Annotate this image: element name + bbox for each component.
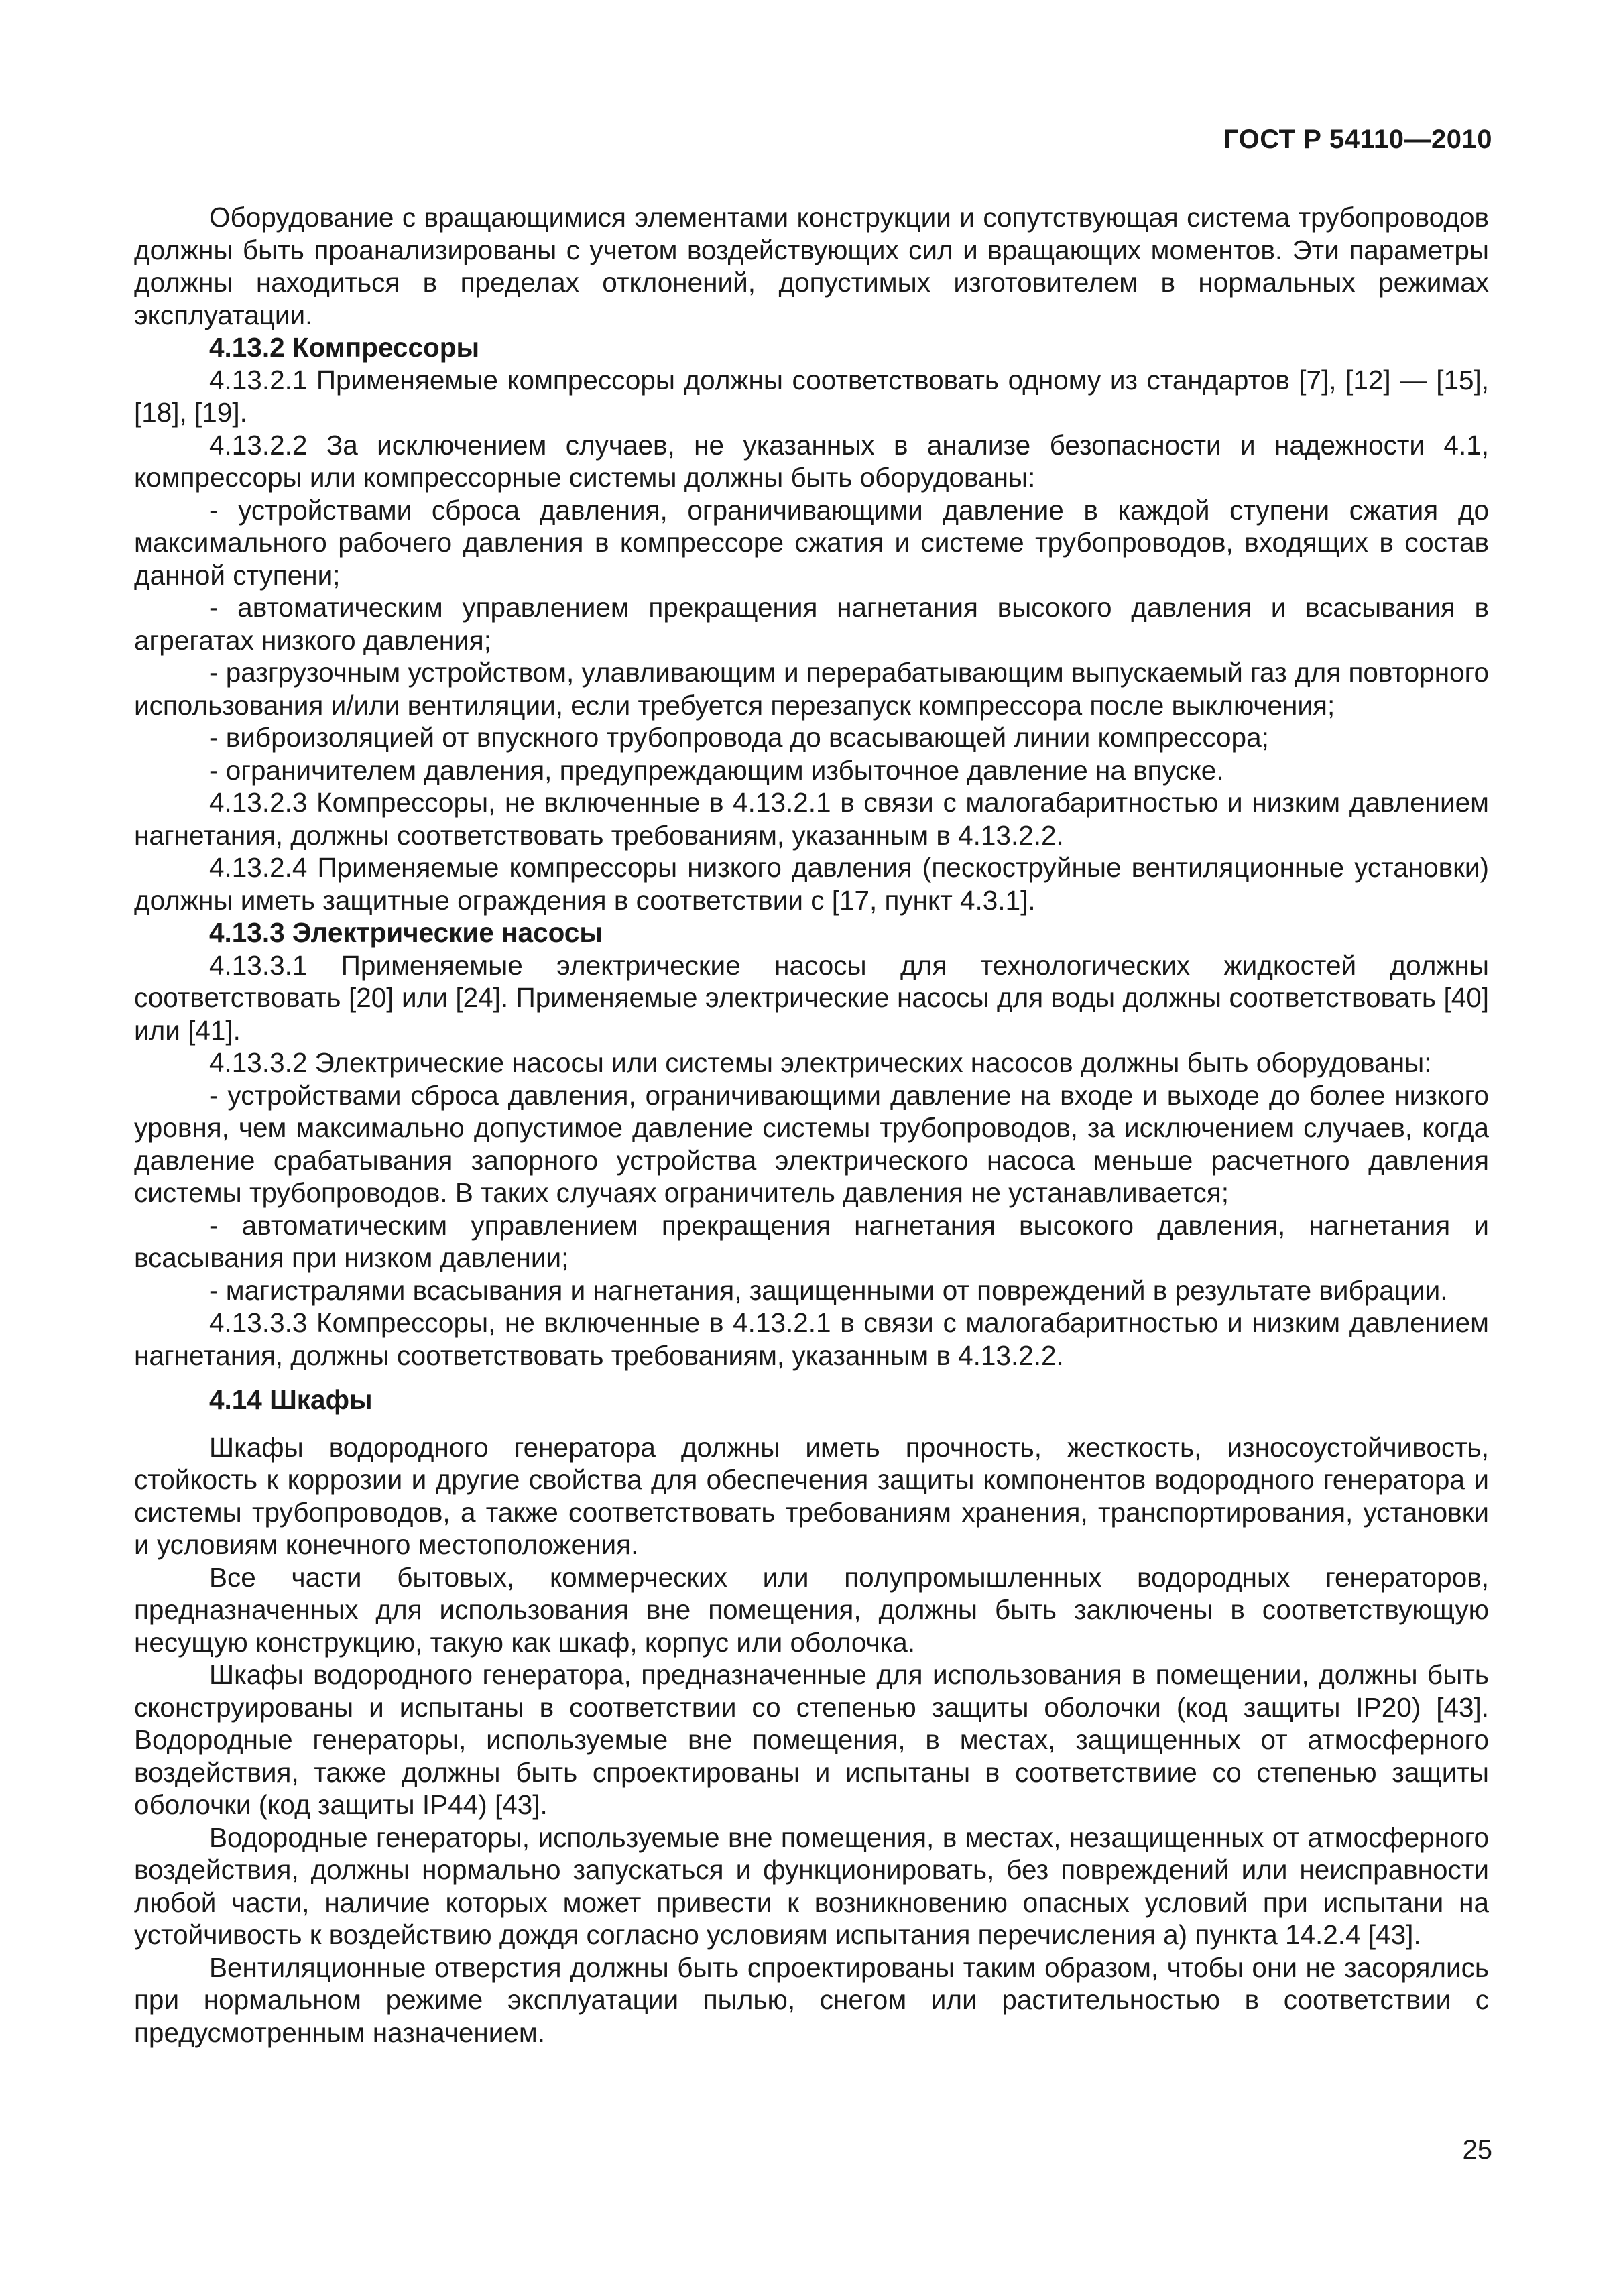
- paragraph-4-13-2-1: 4.13.2.1 Применяемые компрессоры должны соответствовать одному из стандартов [7], [12] — [15], [18], [19].: [134, 364, 1489, 428]
- paragraph-cabinets-1: Шкафы водородного генератора должны иметь прочность, жесткость, износоустойчивость, стойкость к коррозии и другие свойства для обеспечения защиты компонентов водородного генератора и системы трубопроводов, а также соответствовать требованиям хранения, транспортирования, установки и условиям конечного местоположения.: [134, 1431, 1489, 1560]
- paragraph-cabinets-5: Вентиляционные отверстия должны быть спроектированы таким образом, чтобы они не засорялись при нормальном режиме эксплуатации пылью, снегом или растительностью в соответствии с предусмотренным назначением.: [134, 1951, 1489, 2048]
- list-item: - ограничителем давления, предупреждающим избыточное давление на впуске.: [209, 754, 1224, 786]
- paragraph-4-13-3-1: 4.13.3.1 Применяемые электрические насосы для технологических жидкостей должны соответствовать [20] или [24]. Применяемые электрические насосы для воды должны соответствовать [40] или [41].: [134, 949, 1489, 1046]
- paragraph-equipment: Оборудование с вращающимися элементами конструкции и сопутствующая система трубопроводов должны быть проанализированы с учетом воздействующих сил и вращающих моментов. Эти параметры должны находиться в пределах отклонений, допустимых изготовителем в нормальных режимах эксплуатации.: [134, 202, 1489, 330]
- heading-electric-pumps: 4.13.3 Электрические насосы: [209, 917, 603, 948]
- list-item: - разгрузочным устройством, улавливающим и перерабатывающим выпускаемый газ для повторного использования и/или вентиляции, если требуется перезапуск компрессора после выключения;: [134, 657, 1489, 721]
- list-item: - автоматическим управлением прекращения нагнетания высокого давления и всасывания в агрегатах низкого давления;: [134, 592, 1489, 656]
- list-item: - устройствами сброса давления, ограничивающими давление на входе и выходе до более низкого уровня, чем максимально допустимое давление системы трубопроводов, за исключением случаев, когда давление срабатывания запорного устройства электрического насоса меньше расчетного давления системы трубопроводов. В таких случаях ограничитель давления не устанавливается;: [134, 1079, 1489, 1208]
- list-item: - виброизоляцией от впускного трубопровода до всасывающей линии компрессора;: [209, 722, 1269, 753]
- list-item: - устройствами сброса давления, ограничивающими давление в каждой ступени сжатия до максимального рабочего давления в компрессоре сжатия и системе трубопроводов, входящих в состав данной ступени;: [134, 494, 1489, 591]
- paragraph-4-13-3-2: 4.13.3.2 Электрические насосы или системы электрических насосов должны быть оборудованы:: [209, 1047, 1432, 1078]
- list-item: - автоматическим управлением прекращения нагнетания высокого давления, нагнетания и всасывания при низком давлении;: [134, 1209, 1489, 1273]
- heading-compressors: 4.13.2 Компрессоры: [209, 332, 480, 363]
- document-body: [134, 201, 1489, 2049]
- paragraph-4-13-2-3: 4.13.2.3 Компрессоры, не включенные в 4.13.2.1 в связи с малогабаритностью и низким давлением нагнетания, должны соответствовать требованиям, указанным в 4.13.2.2.: [134, 787, 1489, 851]
- paragraph-cabinets-2: Все части бытовых, коммерческих или полупромышленных водородных генераторов, предназначенных для использования вне помещения, должны быть заключены в соответствующую несущую конструкцию, такую как шкаф, корпус или оболочка.: [134, 1561, 1489, 1658]
- paragraph-cabinets-4: Водородные генераторы, используемые вне помещения, в местах, незащищенных от атмосферного воздействия, должны нормально запускаться и функционировать, без повреждений или неисправности любой части, наличие которых может привести к возникновению опасных условий при испытани на устойчивость к воздействию дождя согласно условиям испытания перечисления а) пункта 14.2.4 [43].: [134, 1821, 1489, 1950]
- list-item: - магистралями всасывания и нагнетания, защищенными от повреждений в результате вибрации.: [209, 1274, 1448, 1306]
- paragraph-4-13-2-4: 4.13.2.4 Применяемые компрессоры низкого давления (пескоструйные вентиляционные установки) должны иметь защитные ограждения в соответствии с [17, пункт 4.3.1].: [134, 852, 1489, 916]
- heading-cabinets: 4.14 Шкафы: [209, 1384, 373, 1415]
- page-number: 25: [1462, 2135, 1492, 2165]
- paragraph-4-13-3-3: 4.13.3.3 Компрессоры, не включенные в 4.13.2.1 в связи с малогабаритностью и низким давлением нагнетания, должны соответствовать требованиям, указанным в 4.13.2.2.: [134, 1307, 1489, 1371]
- document-header: ГОСТ Р 54110—2010: [1223, 125, 1492, 154]
- paragraph-4-13-2-2: 4.13.2.2 За исключением случаев, не указанных в анализе безопасности и надежности 4.1, компрессоры или компрессорные системы должны быть оборудованы:: [134, 429, 1489, 493]
- paragraph-cabinets-3: Шкафы водородного генератора, предназначенные для использования в помещении, должны быть сконструированы и испытаны в соответствии со степенью защиты оболочки (код защиты IP20) [43]. Водородные генераторы, используемые вне помещения, в местах, защищенных от атмосферного воздействия, также должны быть спроектированы и испытаны в соответствиие со степенью защиты оболочки (код защиты IP44) [43].: [134, 1659, 1489, 1820]
